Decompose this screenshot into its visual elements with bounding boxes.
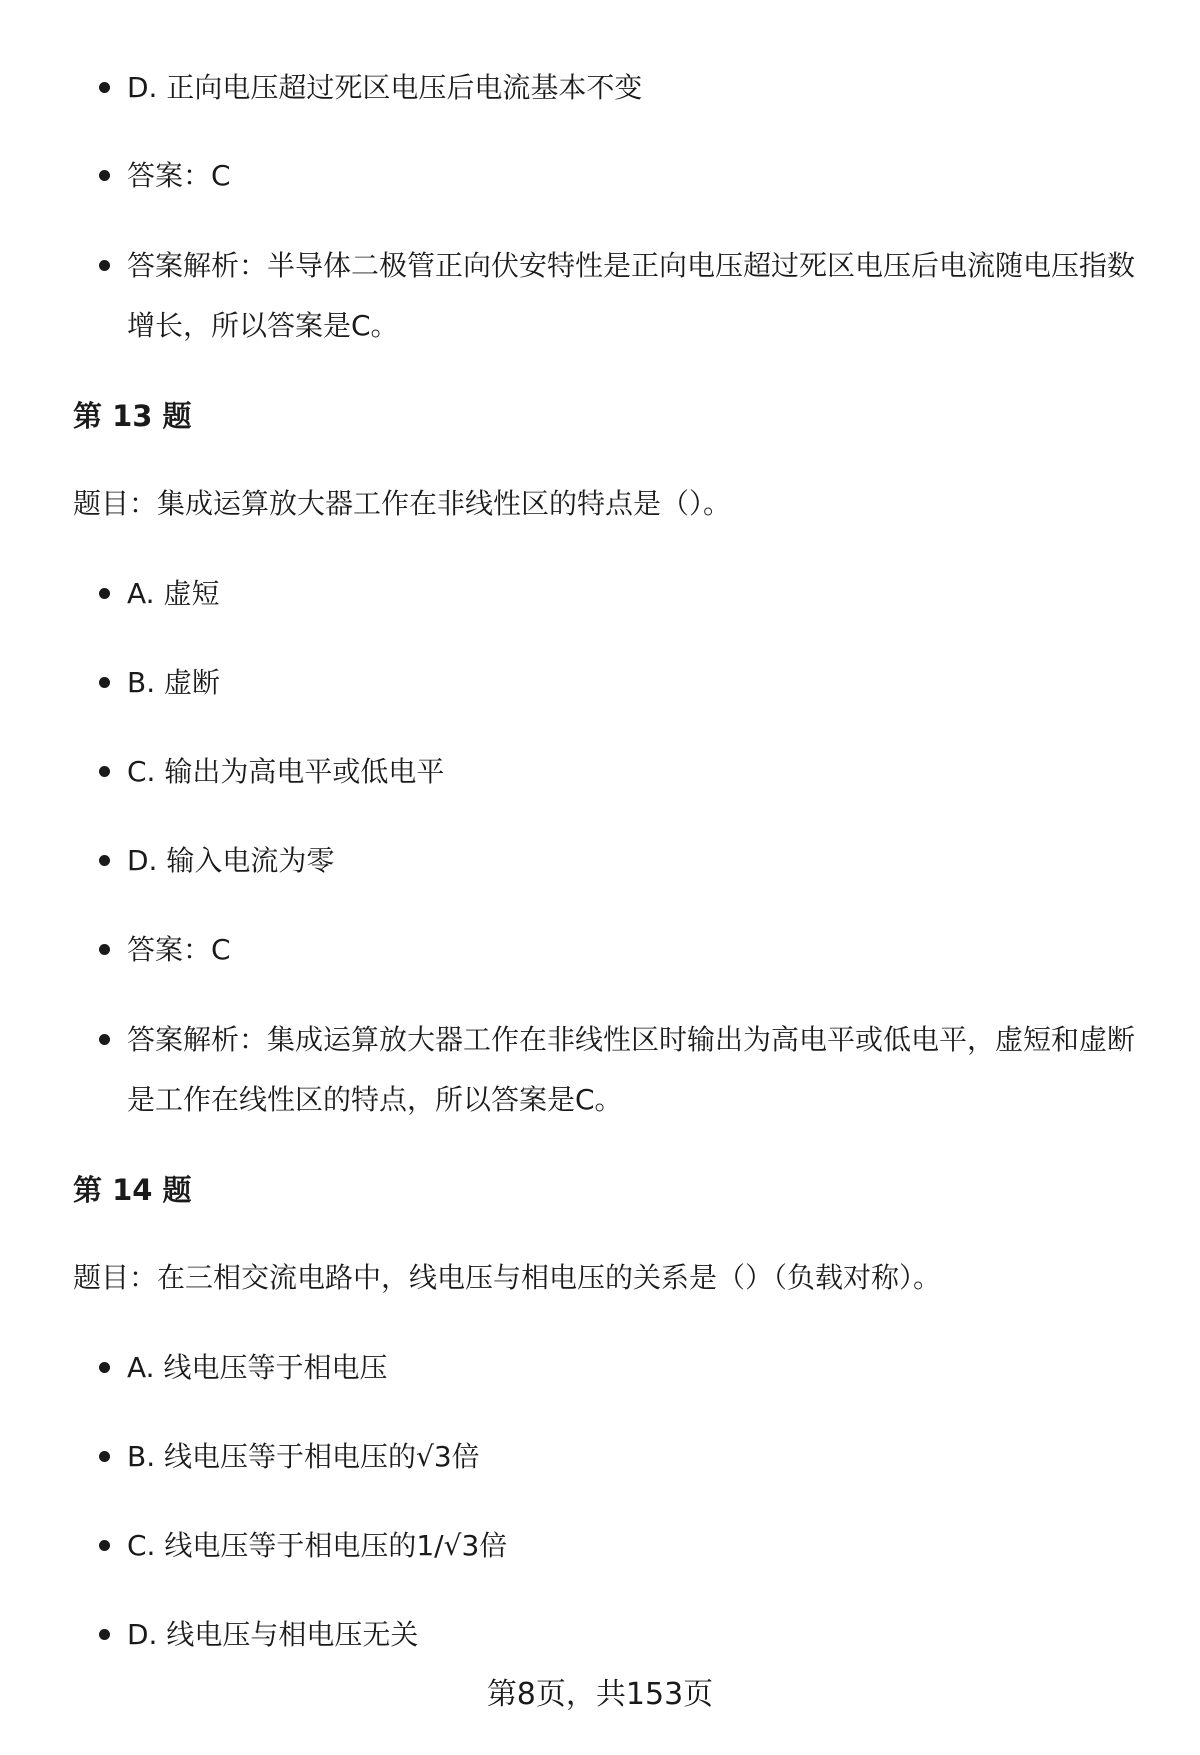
q14-option-c: C. 线电压等于相电压的1/√3倍 bbox=[127, 1516, 1145, 1576]
q13-stem: 题目：集成运算放大器工作在非线性区的特点是（）。 bbox=[73, 487, 732, 520]
q13-explanation: 答案解析：集成运算放大器工作在非线性区时输出为高电平或低电平，虚短和虚断是工作在线性区的特点，所以答案是C。 bbox=[127, 1010, 1145, 1130]
q14-option-b: B. 线电压等于相电压的√3倍 bbox=[127, 1427, 1145, 1487]
page-footer: 第8页，共153页 bbox=[486, 1677, 714, 1712]
q14-stem: 题目：在三相交流电路中，线电压与相电压的关系是（）（负载对称）。 bbox=[73, 1261, 942, 1294]
q13-option-d: D. 输入电流为零 bbox=[127, 831, 1145, 891]
q14-heading: 第 14 题 bbox=[73, 1173, 192, 1207]
q13-option-c: C. 输出为高电平或低电平 bbox=[127, 742, 1145, 802]
q14-option-a: A. 线电压等于相电压 bbox=[127, 1338, 1145, 1398]
q13-heading: 第 13 题 bbox=[73, 399, 192, 433]
q13-option-b: B. 虚断 bbox=[127, 653, 1145, 713]
q13-option-a: A. 虚短 bbox=[127, 564, 1145, 624]
q13-answer: 答案：C bbox=[127, 920, 1145, 980]
q14-option-d: D. 线电压与相电压无关 bbox=[127, 1605, 1145, 1665]
q12-explanation: 答案解析：半导体二极管正向伏安特性是正向电压超过死区电压后电流随电压指数增长，所以答案是C。 bbox=[127, 236, 1145, 356]
q12-option-d: D. 正向电压超过死区电压后电流基本不变 bbox=[127, 58, 1145, 118]
q12-answer: 答案：C bbox=[127, 146, 1145, 206]
